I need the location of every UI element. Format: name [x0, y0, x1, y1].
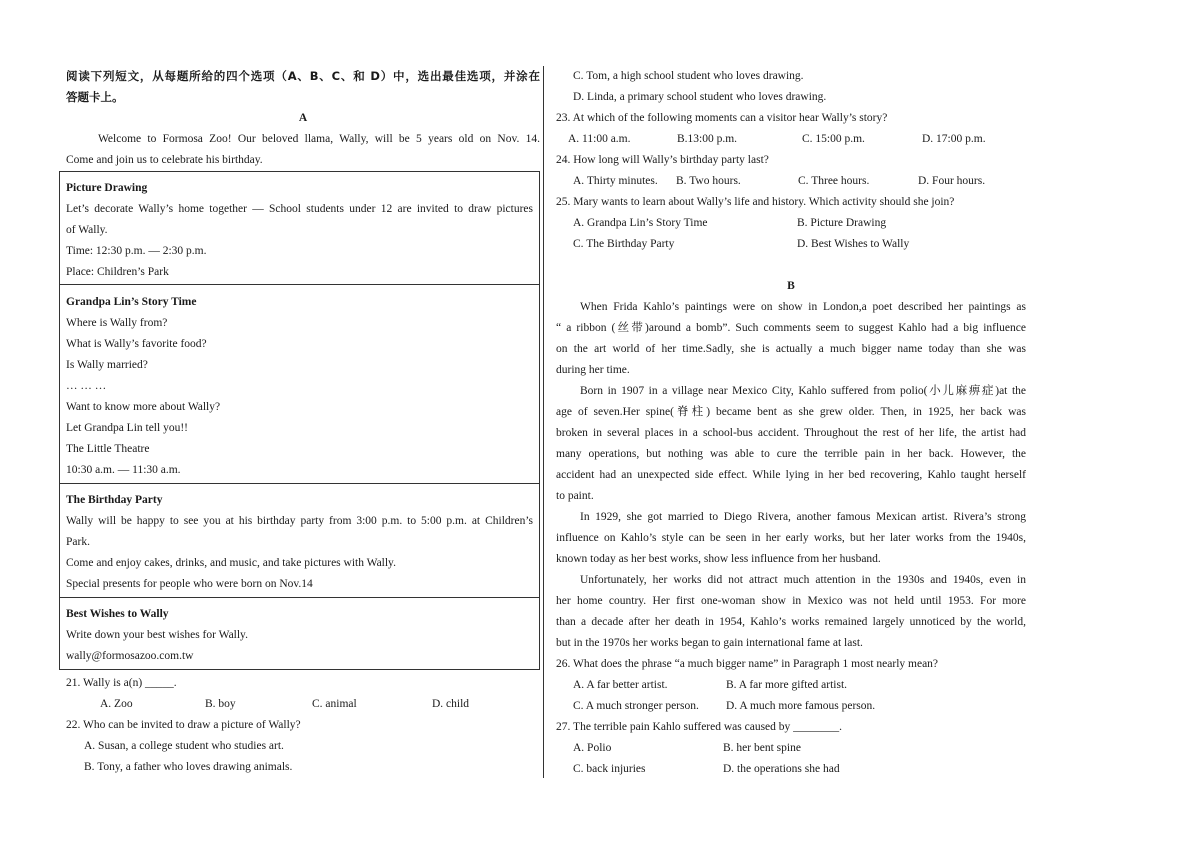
text-line: her home country. Her first one-woman show in Mexico was not held until 1953. For more	[556, 595, 1026, 607]
question-22-option-b[interactable]: B. Tony, a father who loves drawing animals.	[84, 761, 293, 773]
spacer	[556, 255, 1026, 276]
notice-line: Special presents for people who were born on Nov.14	[66, 578, 313, 590]
question-22-option-a[interactable]: A. Susan, a college student who studies art.	[84, 740, 284, 752]
question-24: 24. How long will Wally’s birthday party last?	[556, 154, 769, 166]
text-line: many operations, but nothing was able to cure the terrible pain in her back. However, the	[556, 448, 1026, 460]
text-line: Born in 1907 in a village near Mexico City, Kahlo suffered from polio(小儿麻痹症)at the	[580, 385, 1026, 397]
notice-line: Let Grandpa Lin tell you!!	[66, 422, 188, 434]
question-26-options-row-2	[556, 696, 1026, 717]
notice-line: The Little Theatre	[66, 443, 150, 455]
option-a[interactable]: A. A far better artist.	[573, 679, 668, 691]
option-c[interactable]: C. The Birthday Party	[573, 238, 675, 250]
passage-b-paragraph-4	[556, 570, 1026, 654]
text-line: known today as her best works, show less influence from her husband.	[556, 553, 881, 565]
option-d[interactable]: D. Four hours.	[918, 175, 986, 187]
text-line: than a decade after her death in 1954, Kahlo’s works remained largely unnoticed by the world,	[556, 616, 1026, 628]
option-b[interactable]: B. Picture Drawing	[797, 217, 887, 229]
notice-picture-drawing	[59, 171, 540, 285]
option-b[interactable]: B. A far more gifted artist.	[726, 679, 848, 691]
question-21-options	[66, 694, 540, 715]
question-22: 22. Who can be invited to draw a picture of Wally?	[66, 719, 301, 731]
instructions-line-1: 阅读下列短文，从每题所给的四个选项（A、B、C、和 D）中，选出最佳选项，并涂在	[66, 69, 540, 83]
notice-line: Want to know more about Wally?	[66, 401, 221, 413]
question-22-option-d[interactable]: D. Linda, a primary school student who loves drawing.	[573, 91, 827, 103]
option-a[interactable]: A. 11:00 a.m.	[568, 133, 631, 145]
text-line: influence on Kahlo’s style can be seen in her early works, but her later works from the 1940s,	[556, 532, 1026, 544]
question-23: 23. At which of the following moments can a visitor hear Wally’s story?	[556, 112, 888, 124]
notice-line: … … …	[66, 380, 107, 392]
notice-line: 10:30 a.m. — 11:30 a.m.	[66, 464, 181, 476]
option-b[interactable]: B. boy	[205, 698, 236, 710]
notice-birthday-party	[59, 484, 540, 598]
question-22-option-c[interactable]: C. Tom, a high school student who loves drawing.	[573, 70, 804, 82]
right-column	[556, 66, 1026, 780]
question-24-options	[556, 171, 1026, 192]
option-d[interactable]: D. Best Wishes to Wally	[797, 238, 910, 250]
notice-line: Is Wally married?	[66, 359, 148, 371]
question-27: 27. The terrible pain Kahlo suffered was caused by ________.	[556, 721, 843, 733]
column-divider	[543, 66, 544, 778]
text-line: Unfortunately, her works did not attract much attention in the 1930s and 1940s, even in	[580, 574, 1026, 586]
text-line: to paint.	[556, 490, 594, 502]
question-25: 25. Mary wants to learn about Wally’s life and history. Which activity should she join?	[556, 196, 955, 208]
text-line: In 1929, she got married to Diego Rivera, another famous Mexican artist. Rivera’s strong	[580, 511, 1026, 523]
text-line: “ a ribbon (丝带)around a bomb”. Such comments seem to suggest Kahlo had a big influence	[556, 322, 1026, 334]
text-line: broken in several places in a school-bus accident. Throughout the rest of her life, the artist had	[556, 427, 1026, 439]
option-c[interactable]: C. Three hours.	[798, 175, 870, 187]
notice-story-time	[59, 285, 540, 484]
notice-title: Best Wishes to Wally	[66, 608, 169, 620]
notice-title: Picture Drawing	[66, 182, 148, 194]
option-b[interactable]: B.13:00 p.m.	[677, 133, 738, 145]
notice-line: Let’s decorate Wally’s home together — School students under 12 are invited to draw pictures	[66, 203, 533, 215]
left-column	[66, 66, 540, 171]
passage-b-paragraph-3	[556, 507, 1026, 570]
text-line: age of seven.Her spine(脊柱) became bent as she grew older. Then, in 1925, her back was	[556, 406, 1026, 418]
instructions-line-2: 答题卡上。	[66, 90, 124, 104]
notice-email: wally@formosazoo.com.tw	[66, 650, 194, 662]
notice-line: Write down your best wishes for Wally.	[66, 629, 248, 641]
option-a[interactable]: A. Zoo	[100, 698, 133, 710]
notice-line: What is Wally’s favorite food?	[66, 338, 207, 350]
option-b[interactable]: B. her bent spine	[723, 742, 801, 754]
option-d[interactable]: D. the operations she had	[723, 763, 840, 775]
option-a[interactable]: A. Polio	[573, 742, 612, 754]
notice-line: Where is Wally from?	[66, 317, 168, 329]
text-line: accident had an unexpected side effect. While lying in her bed recovering, Kahlo taught herself	[556, 469, 1026, 481]
notice-line: Park.	[66, 536, 90, 548]
text-line: but in the 1970s her works began to gain international fame at last.	[556, 637, 863, 649]
question-27-options-row-1	[556, 738, 1026, 759]
option-d[interactable]: D. A much more famous person.	[726, 700, 876, 712]
passage-b-paragraph-1	[556, 297, 1026, 381]
passage-b-paragraph-2	[556, 381, 1026, 507]
notice-best-wishes	[59, 598, 540, 670]
question-25-options-row-1	[556, 213, 1026, 234]
question-26-options-row-1	[556, 675, 1026, 696]
question-23-options	[556, 129, 1026, 150]
question-21: 21. Wally is a(n) _____.	[66, 677, 177, 689]
notice-line: Place: Children’s Park	[66, 266, 169, 278]
option-d[interactable]: D. 17:00 p.m.	[922, 133, 986, 145]
option-c[interactable]: C. 15:00 p.m.	[802, 133, 865, 145]
notice-line: of Wally.	[66, 224, 108, 236]
text-line: When Frida Kahlo’s paintings were on show in London,a poet described her paintings as	[580, 301, 1026, 313]
notice-title: The Birthday Party	[66, 494, 163, 506]
notice-line: Wally will be happy to see you at his birthday party from 3:00 p.m. to 5:00 p.m. at Children’s	[66, 515, 533, 527]
question-27-options-row-2	[556, 759, 1026, 780]
text-line: on the art world of her time.Sadly, she is actually a much bigger name today than she was	[556, 343, 1026, 355]
option-a[interactable]: A. Grandpa Lin’s Story Time	[573, 217, 708, 229]
option-a[interactable]: A. Thirty minutes.	[573, 175, 658, 187]
question-26: 26. What does the phrase “a much bigger name” in Paragraph 1 most nearly mean?	[556, 658, 939, 670]
passage-a-intro-1: Welcome to Formosa Zoo! Our beloved llama, Wally, will be 5 years old on Nov. 14.	[98, 133, 540, 145]
option-c[interactable]: C. back injuries	[573, 763, 646, 775]
question-25-options-row-2	[556, 234, 1026, 255]
notice-line: Time: 12:30 p.m. — 2:30 p.m.	[66, 245, 207, 257]
notice-line: Come and enjoy cakes, drinks, and music, and take pictures with Wally.	[66, 557, 396, 569]
option-d[interactable]: D. child	[432, 698, 470, 710]
option-b[interactable]: B. Two hours.	[676, 175, 741, 187]
notice-title: Grandpa Lin’s Story Time	[66, 296, 197, 308]
questions-left	[66, 673, 540, 778]
passage-a-label: A	[298, 112, 308, 124]
option-c[interactable]: C. animal	[312, 698, 357, 710]
passage-a-intro-2: Come and join us to celebrate his birthday.	[66, 154, 263, 166]
text-line: during her time.	[556, 364, 630, 376]
option-c[interactable]: C. A much stronger person.	[573, 700, 699, 712]
passage-b-label: B	[787, 280, 795, 292]
